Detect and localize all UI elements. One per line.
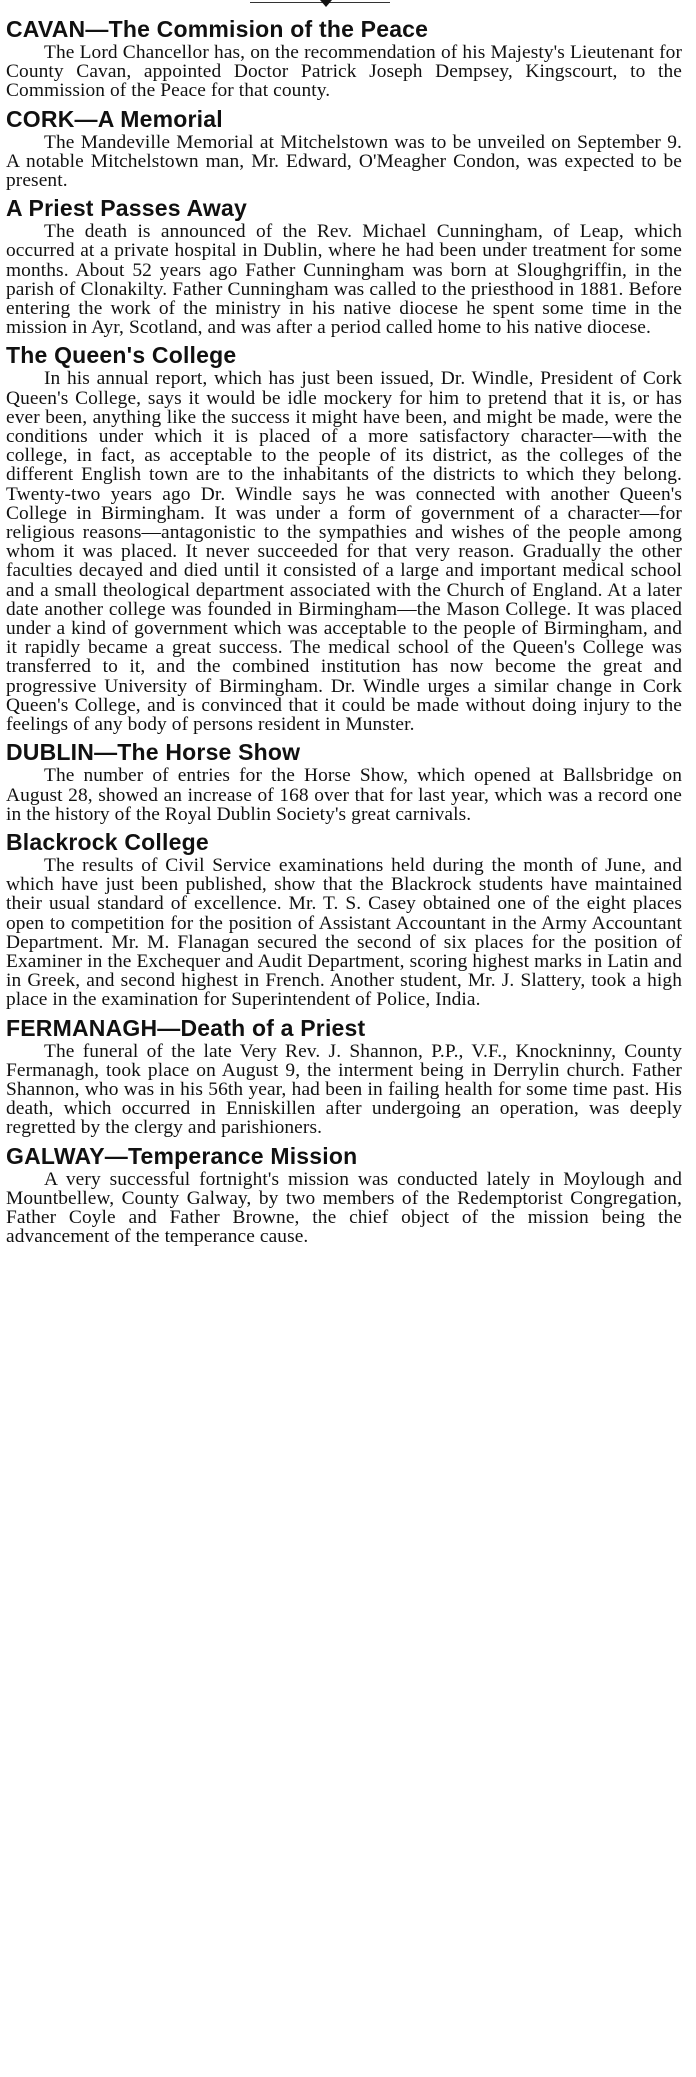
article-headline: Blackrock College (6, 828, 209, 855)
article-blackrock-college (6, 825, 682, 1011)
article-priest-passes-away (6, 191, 682, 338)
article-headline: FERMANAGH—Death of a Priest (6, 1014, 366, 1041)
article-headline: CAVAN—The Commision of the Peace (6, 16, 429, 42)
article-cork (6, 102, 682, 192)
article-dublin-horse-show (6, 735, 682, 825)
article-headline: DUBLIN—The Horse Show (6, 739, 301, 766)
article-fermanagh (6, 1011, 682, 1139)
article-body: The death is announced of the Rev. Michael Cunningham, of Leap, which occurred at a private hospital in Dublin, where he had been under treatment for some months. About 52 years ago Father Cunningham was born at Sloughgriffin, in the parish of Clonakilty. Father Cunningham was called to the priesthood in 1881. Before entering the work of the ministry in his native diocese he spent some time in the mission in Ayr, Scotland, and was after a period called home to his native diocese. (6, 221, 682, 339)
article-headline: A Priest Passes Away (6, 195, 247, 222)
article-cavan (6, 0, 682, 102)
article-body: The Mandeville Memorial at Mitchelstown was to be unveiled on September 9. A notable Mitchelstown man, Mr. Edward, O'Meagher Condon, was expected to be present. (6, 131, 682, 192)
article-body: The number of entries for the Horse Show, which opened at Ballsbridge on August 28, showed an increase of 168 over that for last year, which was a record one in the history of the Royal Dublin Society's great carnivals. (6, 765, 682, 825)
article-body: The results of Civil Service examinations held during the month of June, and which have just been published, show that the Blackrock students have maintained their usual standard of excellence. Mr. T. S. Casey obtained one of the eight places open to competition for the position of Assistant Accountant in the Army Accountant Department. Mr. M. Flanagan secured the second of six places for the position of Examiner in the Exchequer and Audit Department, scoring highest marks in Latin and in Greek, and second highest in French. Another student, Mr. J. Slattery, took a high place in the examination for Superintendent of Police, India. (6, 854, 682, 1011)
article-headline: CORK—A Memorial (6, 105, 223, 132)
article-body: In his annual report, which has just been issued, Dr. Windle, President of Cork Queen's College, says it would be idle mockery for him to pretend that it is, or has ever been, anything like the success it might have been, and might be made, were the conditions under which it is placed of a more satisfactory character—with the college, in fact, as acceptable to the people of its district, as the colleges of the different English town are to the inhabitants of the districts to which they belong. Twenty-two years ago Dr. Windle says he was connected with another Queen's College in Birmingham. It was under a form of government of a character—for religious reasons—antagonistic to the sympathies and wishes of the people among whom it was placed. It never succeeded for that very reason. Gradually the other faculties decayed and died until it consisted of a large and important medical school and a small theological department associated with the Church of England. At a later date another college was founded in Birmingham—the Mason College. It was placed under a kind of government which was acceptable to the people of Birmingham, and it rapidly became a great success. The medical school of the Queen's College was transferred to it, and the combined institution has now become the great and progressive University of Birmingham. Dr. Windle urges a similar change in Cork Queen's College, and is convinced that it could be made without doing injury to the feelings of any body of persons resident in Munster. (6, 368, 682, 736)
article-body: The funeral of the late Very Rev. J. Shannon, P.P., V.F., Knockninny, County Fermanagh, took place on August 9, the interment being in Derrylin church. Father Shannon, who was in his 56th year, had been in failing health for some time past. His death, which occurred in Enniskillen after undergoing an operation, was deeply regretted by the clergy and parishioners. (6, 1040, 682, 1139)
article-headline: The Queen's College (6, 342, 237, 369)
article-galway (6, 1139, 682, 1248)
article-queens-college (6, 338, 682, 735)
article-body: The Lord Chancellor has, on the recommendation of his Majesty's Lieutenant for County Cavan, appointed Doctor Patrick Joseph Dempsey, Kingscourt, to the Commission of the Peace for that county. (6, 42, 682, 102)
article-body: A very successful fortnight's mission was conducted lately in Moylough and Mountbellew, County Galway, by two members of the Redemptorist Congregation, Father Coyle and Father Browne, the chief object of the mission being the advancement of the temperance cause. (6, 1168, 682, 1248)
article-headline: GALWAY—Temperance Mission (6, 1142, 358, 1169)
newspaper-column (6, 0, 682, 1247)
